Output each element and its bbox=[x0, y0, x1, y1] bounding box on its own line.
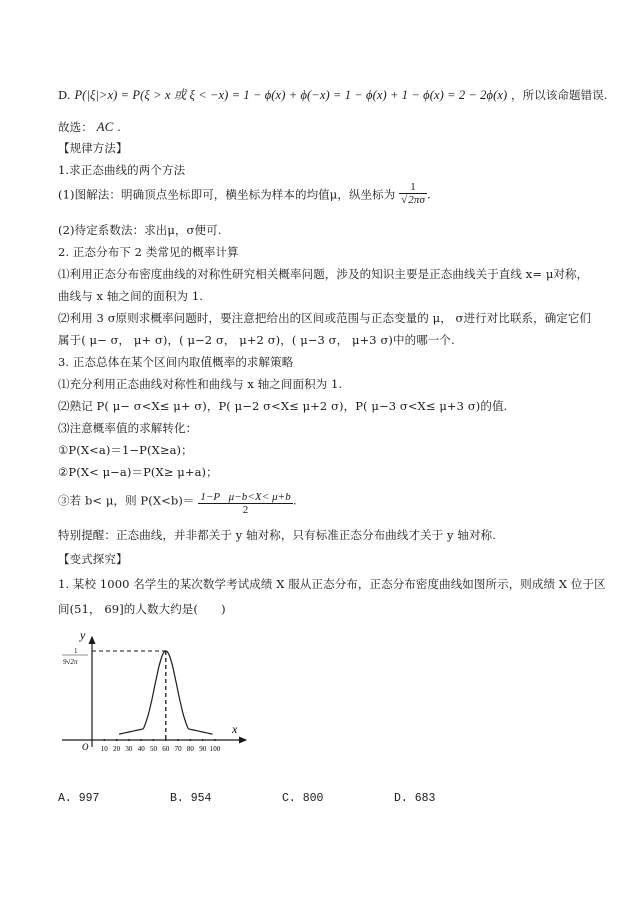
section3-rule3 bbox=[58, 487, 297, 516]
question-line1: 1. 某校 1000 名学生的某次数学考试成绩 X 服从正态分布，正态分布密度曲线如图所示，则成绩 X 位于区 bbox=[58, 577, 606, 591]
peak-label-den: 9√2π bbox=[63, 658, 78, 666]
x-axis-label: x bbox=[232, 722, 238, 736]
section3-item1: ⑴充分利用正态曲线对称性和曲线与 x 轴之间面积为 1. bbox=[58, 377, 343, 391]
x-tick-mark bbox=[202, 739, 204, 741]
answer-line bbox=[58, 119, 121, 135]
option-b-label: B. bbox=[170, 792, 184, 805]
answer-prefix: 故选： bbox=[58, 120, 93, 134]
section3-item2: ⑵熟记 P( μ− σ<X≤ μ+ σ)，P( μ−2 σ<X≤ μ+2 σ)，P( μ−3 σ<X≤ μ+3 σ)的值. bbox=[58, 399, 508, 413]
question-line2: 间(51， 69]的人数大约是( ) bbox=[58, 602, 226, 616]
section3-rule1: ①P(X<a)＝1−P(X≥a)； bbox=[58, 443, 193, 457]
sqrt-body: 2πσ bbox=[408, 194, 426, 206]
option-c-value: 800 bbox=[302, 792, 324, 805]
option-d-label: D. bbox=[394, 792, 408, 805]
section2-item1-line2: 曲线与 x 轴之间的面积为 1. bbox=[58, 289, 204, 303]
x-tick-mark bbox=[153, 739, 155, 741]
x-tick-label: 20 bbox=[113, 745, 121, 753]
section3-title: 3. 正态总体在某个区间内取值概率的求解策略 bbox=[58, 355, 294, 369]
methods-heading: 【规律方法】 bbox=[58, 141, 128, 155]
option-d-solution bbox=[58, 87, 608, 103]
section3-rule2: ②P(X< μ−a)＝P(X≥ μ+a)； bbox=[58, 465, 218, 479]
option-d-label: D. bbox=[58, 88, 71, 102]
rule3-end: . bbox=[292, 493, 297, 508]
section3-item3: ⑶注意概率值的求解转化： bbox=[58, 421, 198, 435]
answer-value: AC bbox=[96, 119, 114, 134]
x-tick-mark bbox=[116, 739, 118, 741]
fraction-denominator: √2πσ bbox=[401, 194, 426, 206]
option-d-value: 683 bbox=[414, 792, 436, 805]
rule3-numerator: 1−P μ−b<X< μ+b bbox=[200, 491, 291, 503]
option-a-value: 997 bbox=[78, 792, 100, 805]
option-b-value: 954 bbox=[190, 792, 212, 805]
special-reminder: 特别提醒：正态曲线，并非都关于 y 轴对称，只有标准正态分布曲线才关于 y 轴对称. bbox=[58, 528, 496, 542]
x-tick-mark bbox=[103, 739, 105, 741]
peak-height-fraction bbox=[399, 181, 427, 206]
option-d[interactable] bbox=[394, 792, 435, 805]
x-tick-mark bbox=[177, 739, 179, 741]
section2-item1-line1: ⑴利用正态分布密度曲线的对称性研究相关概率问题，涉及的知识主要是正态曲线关于直线 x= μ对称， bbox=[58, 267, 589, 281]
rule3-fraction bbox=[198, 491, 293, 516]
answer-suffix: . bbox=[117, 120, 121, 134]
x-tick-label: 10 bbox=[100, 745, 108, 753]
x-tick-mark bbox=[128, 739, 130, 741]
section1-item1-end: . bbox=[427, 187, 431, 202]
option-d-conclusion: ，所以该命题错误. bbox=[511, 88, 608, 102]
normal-density-chart bbox=[60, 625, 260, 755]
section1-item2: (2)待定系数法：求出μ，σ便可. bbox=[58, 223, 222, 237]
x-tick-label: 40 bbox=[137, 745, 145, 753]
x-tick-label: 50 bbox=[150, 745, 157, 753]
section2-item2-line1: ⑵利用 3 σ原则求概率问题时，要注意把给出的区间或范围与正态变量的 μ， σ进行对比联系，确定它们 bbox=[58, 311, 592, 325]
x-ticks bbox=[101, 739, 221, 753]
option-c-label: C. bbox=[282, 792, 296, 805]
section1-item1-text: (1)图解法：明确顶点坐标即可，横坐标为样本的均值μ，纵坐标为 bbox=[58, 187, 396, 202]
x-tick-label: 30 bbox=[125, 745, 133, 753]
section1-item1 bbox=[58, 181, 431, 206]
x-tick-label: 70 bbox=[174, 745, 182, 753]
practice-heading: 【变式探究】 bbox=[58, 552, 128, 566]
x-tick-label: 60 bbox=[162, 745, 170, 753]
option-b[interactable] bbox=[170, 792, 211, 805]
x-tick-mark bbox=[140, 739, 142, 741]
option-c[interactable] bbox=[282, 792, 323, 805]
rule3-denominator: 2 bbox=[242, 504, 249, 516]
fraction-numerator: 1 bbox=[399, 181, 427, 194]
x-tick-label: 100 bbox=[209, 745, 221, 753]
x-tick-mark bbox=[214, 739, 216, 741]
option-a[interactable] bbox=[58, 792, 99, 805]
section2-title: 2. 正态分布下 2 类常见的概率计算 bbox=[58, 245, 239, 259]
x-tick-label: 90 bbox=[199, 745, 207, 753]
origin-label: O bbox=[82, 742, 89, 752]
peak-label-num: 1 bbox=[74, 647, 78, 655]
option-a-label: A. bbox=[58, 792, 72, 805]
peak-guides bbox=[92, 651, 166, 740]
y-axis-label: y bbox=[80, 628, 86, 642]
section2-item2-line2: 属于( μ− σ， μ+ σ)，( μ−2 σ， μ+2 σ)，( μ−3 σ， μ+3 σ)中的哪一个. bbox=[58, 333, 455, 347]
option-d-formula: P(|ξ|>x) = P(ξ > x 或 ξ < −x) = 1 − ϕ(x) + ϕ(−x) = 1 − ϕ(x) + 1 − ϕ(x) = 2 − 2ϕ(x) bbox=[74, 88, 508, 102]
rule3-prefix: ③若 b< μ，则 P(X<b)＝ bbox=[58, 493, 195, 508]
x-tick-label: 80 bbox=[186, 745, 194, 753]
section1-title: 1.求正态曲线的两个方法 bbox=[58, 163, 186, 177]
x-tick-mark bbox=[189, 739, 191, 741]
